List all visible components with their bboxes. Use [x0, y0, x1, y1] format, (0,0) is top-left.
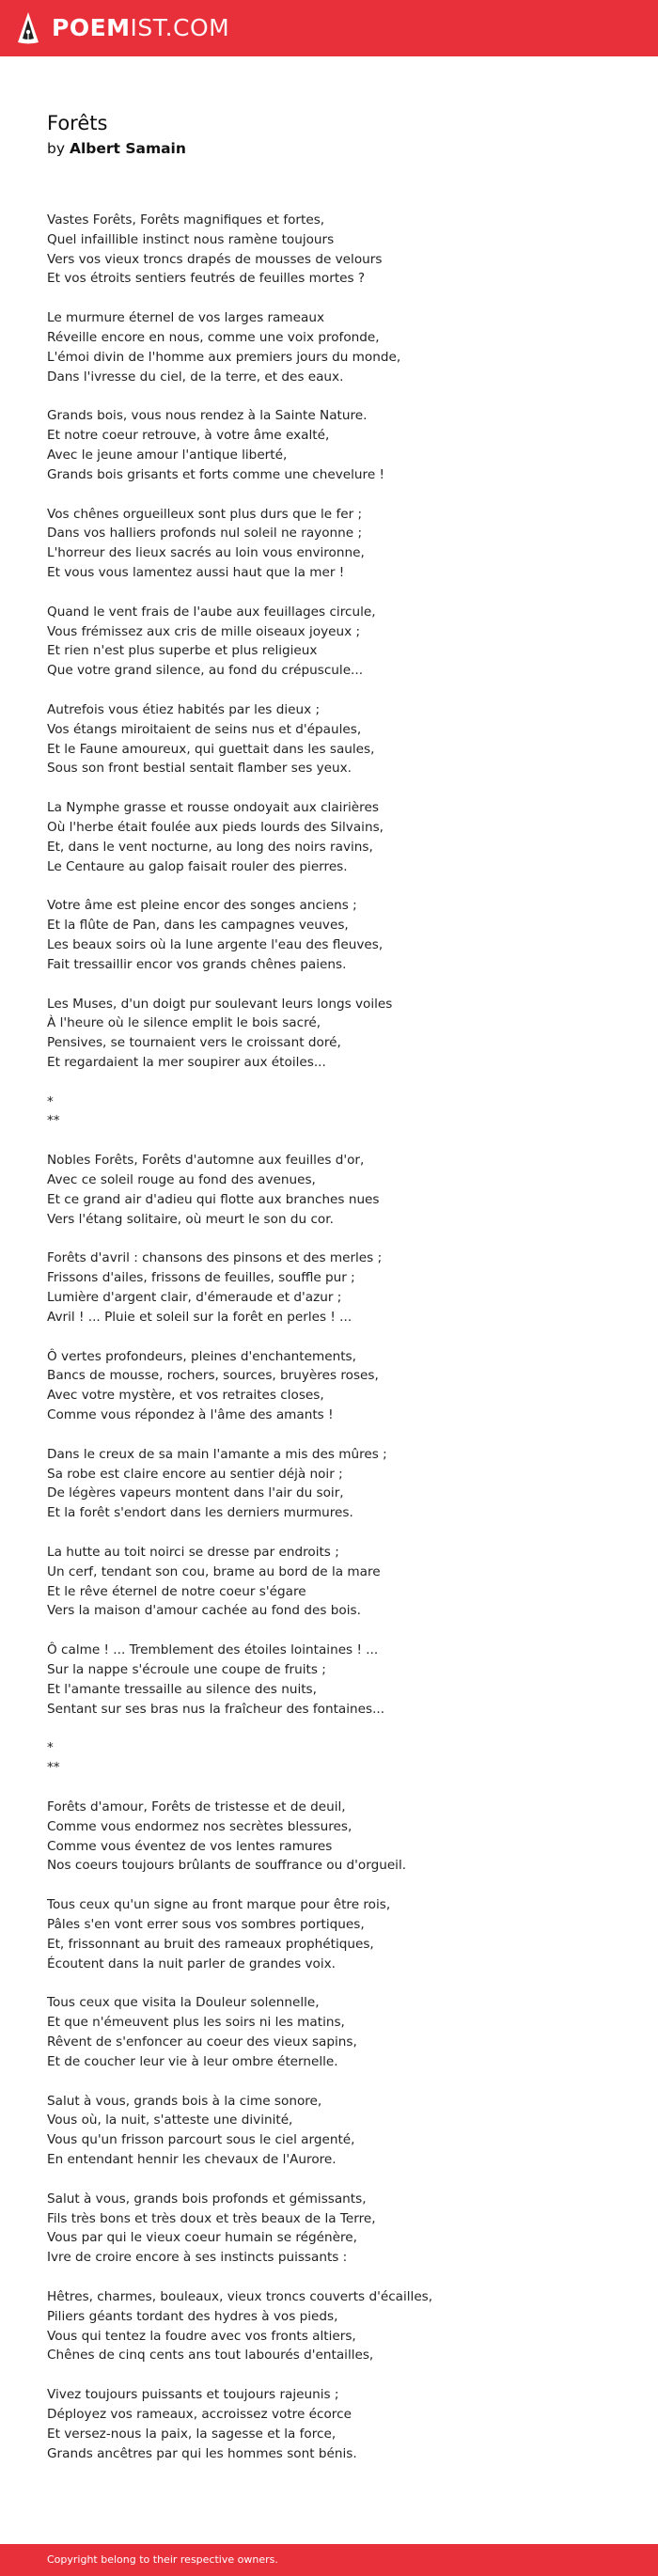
- poem-line: Autrefois vous étiez habités par les dieux ;: [47, 701, 321, 717]
- poem-line: Vastes Forêts, Forêts magnifiques et fortes,: [47, 212, 325, 228]
- poem-line: Un cerf, tendant son cou, brame au bord de la mare: [47, 1563, 381, 1579]
- stanza: [47, 406, 611, 484]
- poem-line: Les beaux soirs où la lune argente l'eau des fleuves,: [47, 936, 384, 952]
- poem-line: Les Muses, d'un doigt pur soulevant leurs longs voiles: [47, 996, 393, 1012]
- poem-line: Que votre grand silence, au fond du crépuscule...: [47, 663, 364, 679]
- by-label: by: [47, 140, 66, 157]
- stanza: [47, 1798, 611, 1876]
- poem-container: [47, 111, 611, 2483]
- poem-line: Quand le vent frais de l'aube aux feuillages circule,: [47, 604, 376, 620]
- stanza: [47, 1092, 611, 1132]
- pen-nib-icon: [16, 11, 40, 45]
- stanza: [47, 1543, 611, 1621]
- poem-line: Où l'herbe était foulée aux pieds lourds des Silvains,: [47, 819, 384, 835]
- stanza: [47, 2190, 611, 2268]
- poem-line: Sentant sur ses bras nus la fraîcheur des fontaines...: [47, 1701, 385, 1717]
- poem-line: Avec votre mystère, et vos retraites closes,: [47, 1388, 324, 1404]
- poem-line: Frissons d'ailes, frissons de feuilles, souffle pur ;: [47, 1270, 355, 1286]
- stanza: [47, 896, 611, 974]
- stanza: [47, 1895, 611, 1973]
- poem-line: Écoutent dans la nuit parler de grandes voix.: [47, 1956, 336, 1971]
- poem-line: Salut à vous, grands bois à la cime sonore,: [47, 2093, 322, 2109]
- poem-line: Grands ancêtres par qui les hommes sont bénis.: [47, 2445, 357, 2461]
- poem-line: Dans l'ivresse du ciel, de la terre, et des eaux.: [47, 369, 344, 385]
- poem-line: *: [47, 1740, 54, 1756]
- poem-line: Sa robe est claire encore au sentier déjà noir ;: [47, 1466, 343, 1482]
- stanza: [47, 1993, 611, 2071]
- poem-body: [47, 211, 611, 2463]
- poem-line: Dans vos halliers profonds nul soleil ne rayonne ;: [47, 526, 363, 542]
- poem-line: Vos étangs miroitaient de seins nus et d'épaules,: [47, 721, 362, 737]
- poem-line: Salut à vous, grands bois profonds et gémissants,: [47, 2191, 367, 2207]
- poem-line: Et la flûte de Pan, dans les campagnes veuves,: [47, 918, 349, 934]
- poem-line: Ô calme ! ... Tremblement des étoiles lointaines ! ...: [47, 1642, 379, 1658]
- poem-line: Le murmure éternel de vos larges rameaux: [47, 310, 324, 326]
- poem-line: Comme vous endormez nos secrètes blessures,: [47, 1818, 352, 1834]
- site-footer: [0, 2544, 658, 2576]
- poem-line: Tous ceux qu'un signe au front marque pour être rois,: [47, 1897, 391, 1913]
- poem-line: Forêts d'avril : chansons des pinsons et des merles ;: [47, 1250, 383, 1266]
- poem-line: Sous son front bestial sentait flamber ses yeux.: [47, 761, 352, 777]
- poem-line: Et vous vous lamentez aussi haut que la mer !: [47, 564, 345, 580]
- poem-line: L'horreur des lieux sacrés au loin vous environne,: [47, 545, 365, 561]
- stanza: [47, 2385, 611, 2463]
- poem-title: Forêts: [47, 112, 108, 134]
- poem-line: Ivre de croire encore à ses instincts puissants :: [47, 2250, 348, 2266]
- logo-wordmark-bold: POEM: [52, 14, 131, 41]
- stanza: [47, 995, 611, 1073]
- poem-line: Déployez vos rameaux, accroissez votre écorce: [47, 2406, 352, 2422]
- stanza: [47, 211, 611, 289]
- stanza: [47, 1151, 611, 1229]
- poem-line: Et que n'émeuvent plus les soirs ni les matins,: [47, 2015, 345, 2031]
- poem-line: Et regardaient la mer soupirer aux étoiles...: [47, 1054, 326, 1070]
- poem-line: Comme vous éventez de vos lentes ramures: [47, 1838, 333, 1854]
- poem-line: De légères vapeurs montent dans l'air du soir,: [47, 1485, 344, 1501]
- poem-line: Fils très bons et très doux et très beaux de la Terre,: [47, 2210, 376, 2226]
- stanza: [47, 1641, 611, 1719]
- poem-line: Piliers géants tordant des hydres à vos pieds,: [47, 2308, 338, 2324]
- poem-line: Vous qui tentez la foudre avec vos fronts altiers,: [47, 2328, 356, 2344]
- stanza: [47, 1347, 611, 1425]
- poem-line: Ô vertes profondeurs, pleines d'enchantements,: [47, 1348, 356, 1364]
- poem-line: *: [47, 1093, 54, 1109]
- author-name[interactable]: Albert Samain: [69, 140, 186, 157]
- poem-line: Et le rêve éternel de notre coeur s'égare: [47, 1583, 306, 1599]
- site-logo[interactable]: [16, 11, 229, 45]
- poem-line: **: [47, 1760, 60, 1776]
- poem-line: Vous où, la nuit, s'atteste une divinité,: [47, 2113, 293, 2128]
- poem-line: Et notre coeur retrouve, à votre âme exalté,: [47, 428, 330, 444]
- poem-line: Le Centaure au galop faisait rouler des pierres.: [47, 858, 348, 874]
- poem-line: Vers vos vieux troncs drapés de mousses de velours: [47, 251, 383, 267]
- poem-line: À l'heure où le silence emplit le bois sacré,: [47, 1015, 321, 1031]
- poem-line: Grands bois grisants et forts comme une chevelure !: [47, 466, 384, 482]
- poem-line: Avec le jeune amour l'antique liberté,: [47, 447, 288, 463]
- poem-line: Sur la nappe s'écroule une coupe de fruits ;: [47, 1662, 326, 1678]
- stanza: [47, 1249, 611, 1327]
- poem-line: Et, dans le vent nocturne, au long des noirs ravins,: [47, 839, 373, 855]
- poem-line: En entendant hennir les chevaux de l'Aurore.: [47, 2151, 337, 2167]
- stanza: [47, 798, 611, 876]
- poem-line: Forêts d'amour, Forêts de tristesse et de deuil,: [47, 1799, 346, 1814]
- stanza: [47, 603, 611, 681]
- poem-line: Nobles Forêts, Forêts d'automne aux feuilles d'or,: [47, 1153, 365, 1169]
- copyright-notice: Copyright belong to their respective owners.: [47, 2553, 278, 2566]
- poem-line: Et, frissonnant au bruit des rameaux prophétiques,: [47, 1936, 374, 1952]
- poem-line: Et ce grand air d'adieu qui flotte aux branches nues: [47, 1191, 380, 1207]
- poem-line: La Nymphe grasse et rousse ondoyait aux clairières: [47, 800, 379, 816]
- poem-line: Vous par qui le vieux coeur humain se régénère,: [47, 2230, 357, 2246]
- poem-line: Pensives, se tournaient vers le croissant doré,: [47, 1035, 341, 1051]
- poem-line: **: [47, 1113, 60, 1129]
- logo-wordmark: [52, 11, 229, 45]
- logo-wordmark-rest: IST.COM: [130, 14, 230, 41]
- stanza: [47, 2287, 611, 2365]
- byline: [47, 139, 611, 158]
- poem-line: Chênes de cinq cents ans tout labourés d'entailles,: [47, 2348, 374, 2364]
- poem-line: Et l'amante tressaille au silence des nuits,: [47, 1681, 317, 1697]
- stanza: [47, 1738, 611, 1778]
- stanza: [47, 505, 611, 583]
- poem-line: Avec ce soleil rouge au fond des avenues,: [47, 1172, 316, 1188]
- poem-line: Dans le creux de sa main l'amante a mis des mûres ;: [47, 1446, 387, 1462]
- poem-line: Rêvent de s'enfoncer au coeur des vieux sapins,: [47, 2034, 357, 2050]
- poem-line: La hutte au toit noirci se dresse par endroits ;: [47, 1545, 339, 1561]
- stanza: [47, 700, 611, 778]
- poem-line: Votre âme est pleine encor des songes anciens ;: [47, 898, 357, 914]
- poem-line: Vous qu'un frisson parcourt sous le ciel argenté,: [47, 2132, 355, 2148]
- poem-line: Avril ! ... Pluie et soleil sur la forêt en perles ! ...: [47, 1309, 352, 1325]
- poem-line: Tous ceux que visita la Douleur solennelle,: [47, 1995, 320, 2011]
- poem-line: Réveille encore en nous, comme une voix profonde,: [47, 329, 380, 345]
- poem-line: Et de coucher leur vie à leur ombre éternelle.: [47, 2053, 338, 2069]
- poem-line: L'émoi divin de l'homme aux premiers jours du monde,: [47, 349, 401, 365]
- poem-line: Fait tressaillir encor vos grands chênes paiens.: [47, 956, 347, 972]
- stanza: [47, 308, 611, 386]
- poem-line: Comme vous répondez à l'âme des amants !: [47, 1407, 334, 1423]
- poem-line: Vers la maison d'amour cachée au fond des bois.: [47, 1603, 361, 1619]
- stanza: [47, 1445, 611, 1523]
- poem-line: Et versez-nous la paix, la sagesse et la force,: [47, 2426, 337, 2442]
- poem-line: Vivez toujours puissants et toujours rajeunis ;: [47, 2387, 339, 2403]
- poem-line: Pâles s'en vont errer sous vos sombres portiques,: [47, 1916, 365, 1932]
- poem-line: Et la forêt s'endort dans les derniers murmures.: [47, 1505, 353, 1521]
- site-header: [0, 0, 658, 56]
- poem-line: Hêtres, charmes, bouleaux, vieux troncs couverts d'écailles,: [47, 2288, 433, 2304]
- poem-line: Bancs de mousse, rochers, sources, bruyères roses,: [47, 1368, 379, 1384]
- poem-line: Quel infaillible instinct nous ramène toujours: [47, 231, 335, 247]
- poem-line: Grands bois, vous nous rendez à la Sainte Nature.: [47, 408, 368, 424]
- poem-line: Et vos étroits sentiers feutrés de feuilles mortes ?: [47, 271, 366, 287]
- poem-line: Lumière d'argent clair, d'émeraude et d'azur ;: [47, 1290, 342, 1306]
- stanza: [47, 2092, 611, 2170]
- poem-line: Vers l'étang solitaire, où meurt le son du cor.: [47, 1211, 334, 1227]
- poem-line: Vos chênes orgueilleux sont plus durs que le fer ;: [47, 506, 363, 522]
- poem-line: Nos coeurs toujours brûlants de souffrance ou d'orgueil.: [47, 1858, 407, 1874]
- poem-line: Et le Faune amoureux, qui guettait dans les saules,: [47, 741, 375, 757]
- poem-line: Et rien n'est plus superbe et plus religieux: [47, 643, 318, 659]
- poem-line: Vous frémissez aux cris de mille oiseaux joyeux ;: [47, 623, 361, 639]
